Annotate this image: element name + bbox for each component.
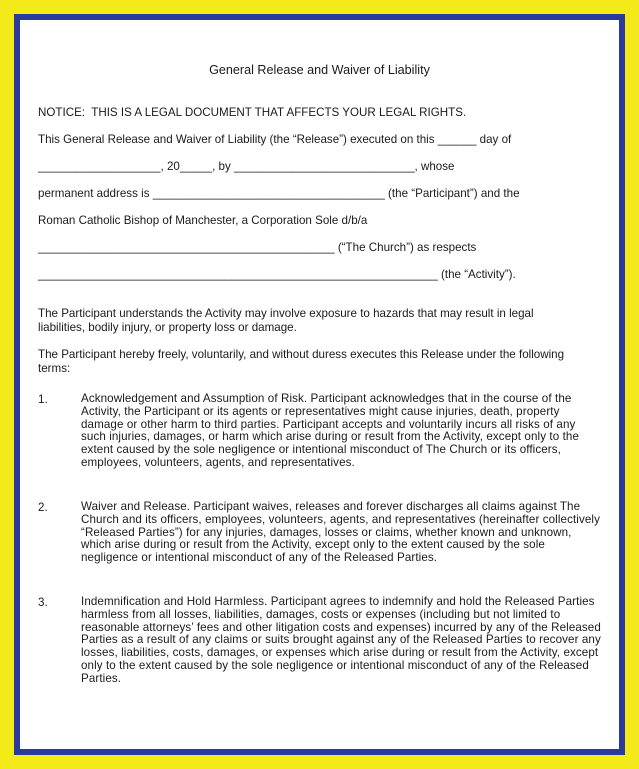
activity-line: ______________________________________________________________ (the “Activity”). xyxy=(38,268,516,281)
clause-text: Indemnification and Hold Harmless. Participant agrees to indemnify and hold the Released Parties harmless from all losses, liabilities, damages, costs or expenses (including but not limited to reasonable attorneys’ fees and other litigation costs and expenses) incurred by any of the Released Parties as a result of any claims or suits brought against any of the Released Parties to recover any losses, liabilities, costs, damages, or expenses which arise during or result from the Activity, except only to the extent caused by the sole negligence or intentional misconduct of any of the Released Parties. xyxy=(81,595,601,685)
document-page xyxy=(20,20,619,749)
terms-paragraph: The Participant hereby freely, voluntarily, and without duress executes this Release under the following terms: xyxy=(38,348,565,375)
clause-number: 3. xyxy=(38,596,48,609)
clause-text: Waiver and Release. Participant waives, releases and forever discharges all claims against The Church and its officers, employees, volunteers, agents, and representatives (hereinafter collectively “Released Parties”) for any injuries, damages, losses or claims, whether known and unknown, which arise during or result from the Activity, except only to the extent caused by the sole negligence or intentional misconduct of any of the Released Parties. xyxy=(81,500,600,565)
church-line: ______________________________________________ (“The Church”) as respects xyxy=(38,241,477,254)
clause-text: Acknowledgement and Assumption of Risk. Participant acknowledges that in the course of the Activity, the Participant or its agents or representatives might cause injuries, death, property damage or other harm to third parties. Participant accepts and voluntarily incurs all risks of any such injuries, damages, or harm which arise during or result from the Activity, except only to the extent caused by the sole negligence or intentional misconduct of The Church or its officers, employees, volunteers, agents, and representatives. xyxy=(81,392,580,469)
clause-number: 1. xyxy=(38,393,48,406)
document-title: General Release and Waiver of Liability xyxy=(209,63,430,77)
address-line: permanent address is ____________________________________ (the “Participant”) and the xyxy=(38,187,520,200)
date-party-line: ___________________, 20_____, by ____________________________, whose xyxy=(38,160,455,173)
bishop-line: Roman Catholic Bishop of Manchester, a Corporation Sole d/b/a xyxy=(38,214,368,227)
clause-number: 2. xyxy=(38,501,48,514)
hazards-paragraph: The Participant understands the Activity may involve exposure to hazards that may result in legal liabilities, bodily injury, or property loss or damage. xyxy=(38,307,534,334)
notice-line: NOTICE: THIS IS A LEGAL DOCUMENT THAT AFFECTS YOUR LEGAL RIGHTS. xyxy=(38,106,467,119)
release-intro-line: This General Release and Waiver of Liability (the “Release”) executed on this ______ day of xyxy=(38,133,512,146)
